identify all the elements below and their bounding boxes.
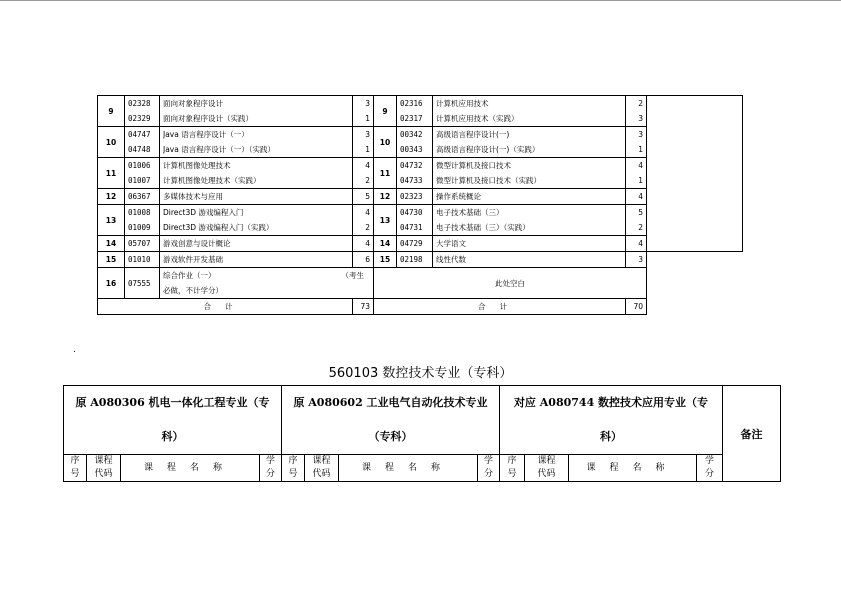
course-code-line: 06367 (128, 192, 151, 201)
credit-line: 1 (365, 114, 370, 123)
credit (353, 205, 374, 236)
credit-line: 4 (638, 192, 643, 201)
credit-line: 2 (638, 99, 643, 108)
credit-line: 5 (638, 208, 643, 217)
course-code-line: 02317 (400, 114, 423, 123)
credit (353, 127, 374, 158)
credit-line: 2 (638, 223, 643, 232)
course-name-line: Java 语言程序设计（一） (163, 130, 249, 139)
serial-number: 15 (374, 252, 397, 268)
course-code-line: 04733 (400, 176, 423, 185)
serial-number: 14 (98, 236, 125, 252)
course-name (433, 205, 626, 236)
course-name-line: 高级语言程序设计(一) (436, 130, 510, 139)
course-name-line: Java 语言程序设计（一）（实践） (163, 145, 275, 154)
course-code (125, 127, 160, 158)
col-text: 学 (265, 456, 275, 466)
course-name-line: Direct3D 游戏编程入门 (163, 208, 244, 217)
course-code (125, 205, 160, 236)
course-name-line: 电子技术基础（三）（实践） (436, 223, 530, 232)
table-row (98, 127, 743, 158)
course-code-line: 00342 (400, 130, 423, 139)
side-blank-column (647, 96, 743, 252)
col-text: 课程 (94, 456, 113, 466)
col-text: 学 (704, 456, 714, 466)
total-label: 合计 (374, 299, 626, 315)
header-line: 科） (600, 430, 622, 443)
course-name-line: 游戏创意与设计概论 (163, 239, 231, 248)
serial-number: 14 (374, 236, 397, 252)
col-serial (500, 455, 525, 482)
serial-number: 12 (98, 189, 125, 205)
table-row (98, 205, 743, 236)
course-name-line: 高级语言程序设计(一)（实践） (436, 145, 540, 154)
col-text: 代码 (312, 469, 331, 479)
course-code-line: 02328 (128, 99, 151, 108)
course-code (397, 205, 433, 236)
col-text: 代码 (537, 469, 556, 479)
credit (626, 96, 647, 127)
serial-number: 11 (98, 158, 125, 189)
header-line: 原 A080306 机电一体化工程专业（专 (75, 396, 270, 409)
course-name-line: 微型计算机及接口技术（实践） (436, 176, 541, 185)
credit-line: 3 (638, 114, 643, 123)
course-code: 01010 (125, 252, 160, 268)
col-text: 代码 (94, 469, 113, 479)
header-line: 科） (161, 430, 184, 443)
total-credits-left: 73 (353, 299, 374, 315)
col-text: 序 (507, 456, 517, 466)
credit-line: 1 (638, 176, 643, 185)
section-title: 560103 数控技术专业（专科） (328, 366, 513, 381)
course-name-line: 大学语文 (436, 239, 466, 248)
credit-line: 4 (365, 161, 370, 170)
course-name (433, 158, 626, 189)
col-text: 分 (265, 469, 275, 479)
table-row (98, 236, 743, 252)
col-text: 序 (70, 456, 80, 466)
course-name (160, 96, 353, 127)
credit-line: 2 (365, 176, 370, 185)
course-code (125, 158, 160, 189)
col-text: 号 (70, 469, 80, 479)
credit (626, 236, 647, 252)
credit (626, 205, 647, 236)
credit-line: 4 (365, 208, 370, 217)
col-text: 分 (483, 469, 493, 479)
credit (626, 127, 647, 158)
course-name-line2: 必做，不计学分） (163, 286, 223, 295)
serial-number: 13 (98, 205, 125, 236)
course-code-line: 04731 (400, 223, 423, 232)
course-plan-table (97, 95, 743, 315)
serial-number: 11 (374, 158, 397, 189)
table-row (98, 158, 743, 189)
credit-line: 2 (365, 223, 370, 232)
course-name-tail: （考生 (341, 271, 364, 280)
col-credit (478, 455, 500, 482)
credit-line: 4 (638, 239, 643, 248)
course-code-line: 04730 (400, 208, 423, 217)
credit-line: 5 (365, 192, 370, 201)
blank-note: 此处空白 (374, 268, 647, 299)
course-code-line: 05707 (128, 239, 151, 248)
serial-number: 10 (374, 127, 397, 158)
course-code (397, 236, 433, 252)
credit (353, 189, 374, 205)
col-credit (260, 455, 282, 482)
course-name-line: 电子技术基础（三） (436, 208, 504, 217)
course-name-line: 面向对象程序设计 (163, 99, 223, 108)
col-text: 学 (483, 456, 493, 466)
course-name (433, 96, 626, 127)
col-course-name: 课程名称 (121, 455, 260, 482)
serial-number: 16 (98, 268, 125, 299)
course-code-line: 00343 (400, 145, 423, 154)
col-text: 课程 (537, 456, 556, 466)
header-line: （专科） (368, 430, 413, 443)
serial-number: 12 (374, 189, 397, 205)
credit-line: 3 (365, 99, 370, 108)
course-name (160, 268, 374, 299)
col-code (305, 455, 339, 482)
credit: 6 (353, 252, 374, 268)
course-code-line: 01007 (128, 176, 151, 185)
course-name (160, 127, 353, 158)
course-code (125, 96, 160, 127)
col-text: 序 (288, 456, 298, 466)
course-comparison-table (63, 385, 781, 482)
col-credit (697, 455, 723, 482)
total-credits-right: 70 (626, 299, 647, 315)
course-name-line: 面向对象程序设计（实践） (163, 114, 253, 123)
course-code (397, 96, 433, 127)
course-code-line: 04747 (128, 130, 151, 139)
col-code (525, 455, 569, 482)
table-row (98, 96, 743, 127)
course-name-line: 多媒体技术与应用 (163, 192, 223, 201)
course-name-line: 微型计算机及接口技术 (436, 161, 511, 170)
col-course-name: 课程名称 (569, 455, 697, 482)
course-code-line: 04748 (128, 145, 151, 154)
credit-line: 1 (638, 145, 643, 154)
credit: 3 (626, 252, 647, 268)
course-name (160, 205, 353, 236)
header-line: 对应 A080744 数控技术应用专业（专 (513, 396, 709, 409)
course-code-line: 02329 (128, 114, 151, 123)
col-code (87, 455, 121, 482)
course-code-line: 01008 (128, 208, 151, 217)
col-course-name: 课程名称 (339, 455, 478, 482)
course-code-line: 01009 (128, 223, 151, 232)
col-serial (282, 455, 305, 482)
course-name (433, 127, 626, 158)
credit-line: 4 (638, 161, 643, 170)
col-text: 号 (507, 469, 517, 479)
credit-line: 4 (365, 239, 370, 248)
serial-number: 15 (98, 252, 125, 268)
table-row (98, 252, 743, 268)
course-name-line: 计算机图像处理技术 (163, 161, 231, 170)
course-code-line: 02323 (400, 192, 423, 201)
credit-line: 1 (365, 145, 370, 154)
total-row (98, 299, 743, 315)
header-line: 原 A080602 工业电气自动化技术专业 (293, 396, 488, 409)
credit (626, 189, 647, 205)
course-name (160, 158, 353, 189)
target-major-header (500, 386, 723, 455)
course-code: 02198 (397, 252, 433, 268)
course-name-line: Direct3D 游戏编程入门（实践） (163, 223, 274, 232)
course-code-line: 04729 (400, 239, 423, 248)
serial-number: 13 (374, 205, 397, 236)
course-name (433, 189, 626, 205)
remarks-header: 备注 (723, 386, 781, 482)
credit-line: 3 (365, 130, 370, 139)
course-code (125, 236, 160, 252)
course-code (397, 127, 433, 158)
col-text: 课程 (312, 456, 331, 466)
credit (353, 96, 374, 127)
course-name (160, 236, 353, 252)
stray-dot: . (73, 345, 76, 355)
table-row (98, 189, 743, 205)
total-label: 合计 (98, 299, 353, 315)
course-code-line: 04732 (400, 161, 423, 170)
course-name-line: 计算机应用技术（实践） (436, 114, 519, 123)
top-rule (0, 0, 841, 1)
course-name-line: 计算机应用技术 (436, 99, 489, 108)
course-name-line1: 综合作业（一） (163, 271, 216, 280)
credit (626, 158, 647, 189)
serial-number: 9 (374, 96, 397, 127)
credit (353, 158, 374, 189)
course-name-line: 操作系统概论 (436, 192, 481, 201)
original-major-2-header (282, 386, 500, 455)
col-text: 号 (288, 469, 298, 479)
col-serial (64, 455, 87, 482)
table-row (98, 268, 743, 299)
credit (353, 236, 374, 252)
course-code-line: 01006 (128, 161, 151, 170)
serial-number: 10 (98, 127, 125, 158)
course-code (397, 158, 433, 189)
course-code (125, 189, 160, 205)
col-text: 分 (704, 469, 714, 479)
credit-line: 3 (638, 130, 643, 139)
course-code: 07555 (125, 268, 160, 299)
course-name-line: 计算机图像处理技术（实践） (163, 176, 261, 185)
course-code-line: 02316 (400, 99, 423, 108)
serial-number: 9 (98, 96, 125, 127)
course-name (160, 189, 353, 205)
original-major-1-header (64, 386, 282, 455)
course-name (433, 236, 626, 252)
course-code (397, 189, 433, 205)
course-name: 游戏软件开发基础 (160, 252, 353, 268)
course-name: 线性代数 (433, 252, 626, 268)
